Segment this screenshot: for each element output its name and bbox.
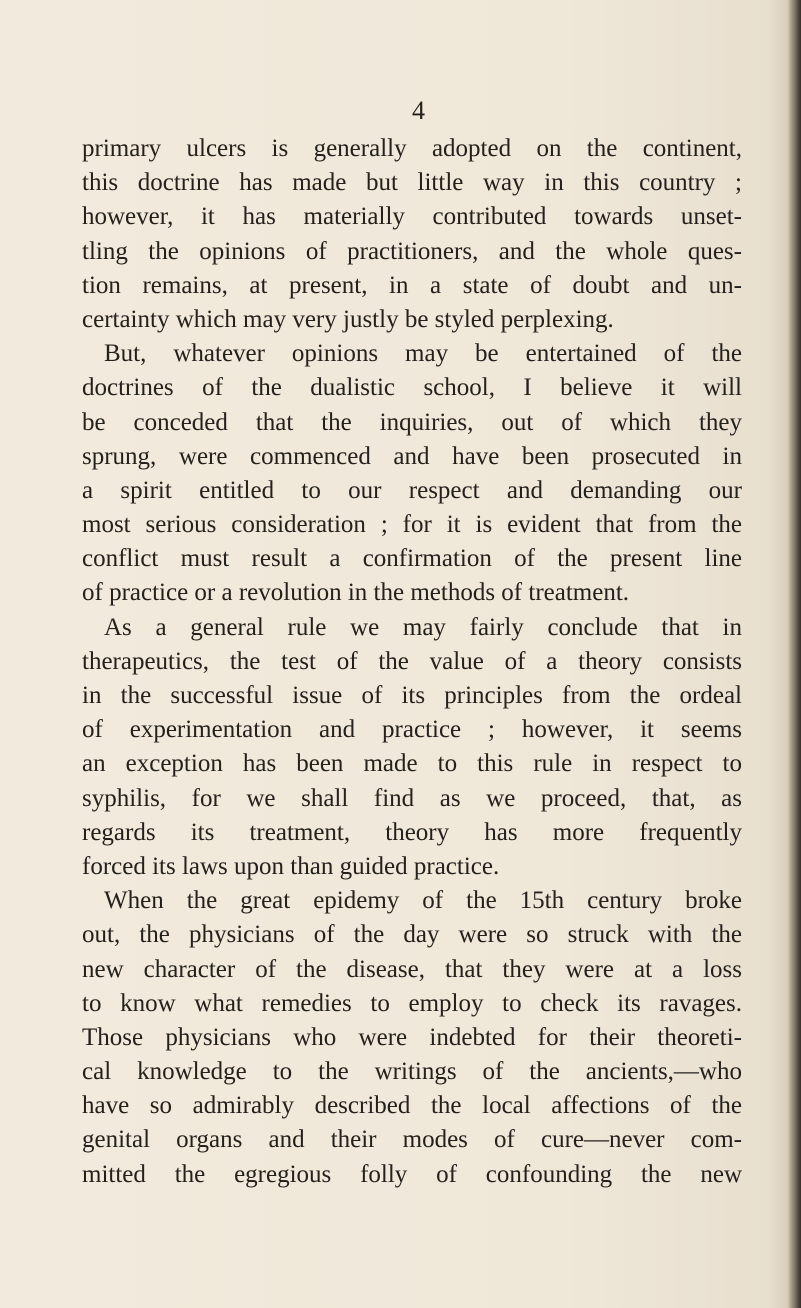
text-line: conflict must result a confirmation of the present line [82, 545, 742, 573]
text-line: regards its treatment, theory has more frequently [82, 818, 742, 846]
text-line: therapeutics, the test of the value of a theory consists [82, 647, 742, 675]
text-line: mitted the egregious folly of confounding the new [82, 1160, 742, 1188]
text-line: in the successful issue of its principles from the ordeal [82, 682, 742, 709]
text-line: certainty which may very justly be styled perplexing. [82, 305, 614, 333]
text-line: this doctrine has made but little way in this country ; [82, 169, 742, 197]
text-line: cal knowledge to the writings of the ancients,—who [82, 1058, 742, 1086]
text-line: an exception has been made to this rule in respect to [82, 750, 742, 778]
text-line: genital organs and their modes of cure—never com- [82, 1126, 742, 1154]
text-line: But, whatever opinions may be entertained of the [104, 340, 742, 368]
text-line: primary ulcers is generally adopted on the continent, [82, 135, 742, 162]
text-line: most serious consideration ; for it is evident that from the [82, 511, 742, 539]
text-line: forced its laws upon than guided practice. [82, 852, 500, 880]
text-line: syphilis, for we shall find as we proceed, that, as [82, 784, 742, 812]
page-binding-shadow [787, 0, 801, 1308]
text-line: of practice or a revolution in the methods of treatment. [82, 579, 630, 607]
text-line: tling the opinions of practitioners, and the whole ques- [82, 237, 742, 265]
text-line: to know what remedies to employ to check its ravages. [82, 989, 742, 1017]
body-text [82, 132, 742, 1192]
text-line: however, it has materially contributed towards unset- [82, 203, 742, 231]
text-line: have so admirably described the local affections of the [82, 1092, 742, 1120]
text-line: of experimentation and practice ; however, it seems [82, 716, 742, 744]
text-line: be conceded that the inquiries, out of which they [82, 408, 742, 436]
text-line: As a general rule we may fairly conclude that in [104, 613, 742, 641]
text-line: Those physicians who were indebted for their theoreti- [82, 1023, 742, 1051]
text-line: new character of the disease, that they were at a loss [82, 955, 742, 983]
text-line: When the great epidemy of the 15th century broke [104, 887, 742, 915]
text-line: a spirit entitled to our respect and demanding our [82, 476, 742, 504]
text-line: sprung, were commenced and have been prosecuted in [82, 442, 742, 470]
text-line: doctrines of the dualistic school, I believe it will [82, 374, 742, 402]
page-number: 4 [412, 96, 425, 125]
text-line: out, the physicians of the day were so struck with the [82, 921, 742, 949]
text-line: tion remains, at present, in a state of doubt and un- [82, 271, 742, 299]
